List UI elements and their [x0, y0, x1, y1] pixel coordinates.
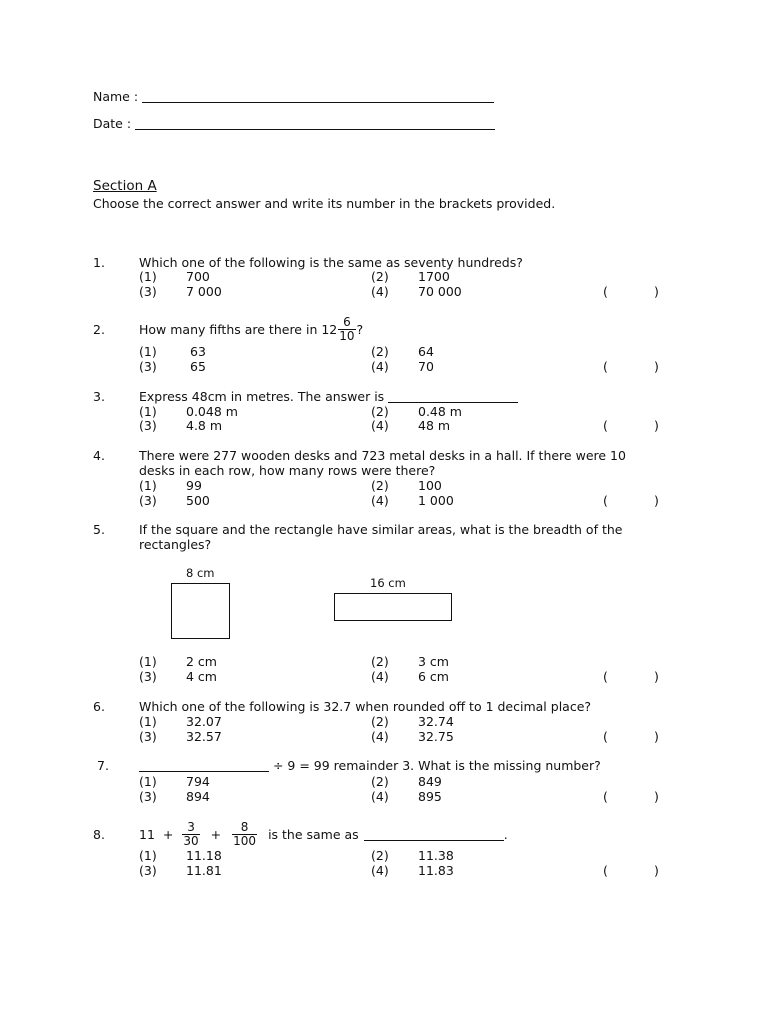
answer-bracket-open: ( — [603, 729, 608, 744]
option-value: 11.81 — [186, 863, 222, 878]
option-value: 6 cm — [418, 669, 449, 684]
option-value: 3 cm — [418, 654, 449, 669]
option-value: 500 — [186, 493, 210, 508]
answer-bracket-open: ( — [603, 359, 608, 374]
option-label: (3) — [139, 669, 157, 684]
option-label: (4) — [371, 789, 389, 804]
option-label: (1) — [139, 269, 157, 284]
answer-bracket-open: ( — [603, 493, 608, 508]
question-text-row — [139, 818, 508, 850]
option-value: 2 cm — [186, 654, 217, 669]
fraction-denominator: 30 — [183, 833, 199, 848]
option-value: 63 — [190, 344, 206, 359]
option-label: (3) — [139, 284, 157, 299]
answer-bracket-close: ) — [654, 359, 659, 374]
fraction-numerator: 6 — [343, 314, 351, 329]
option-label: (1) — [139, 774, 157, 789]
date-field[interactable] — [135, 129, 495, 130]
option-value: 7 000 — [186, 284, 222, 299]
option-label: (4) — [371, 284, 389, 299]
option-value: 4.8 m — [186, 418, 223, 433]
section-instructions: Choose the correct answer and write its number in the brackets provided. — [93, 196, 556, 211]
rectangle-length-label: 16 cm — [370, 576, 406, 590]
option-label: (2) — [371, 848, 389, 863]
option-value: 849 — [418, 774, 442, 789]
option-value: 895 — [418, 789, 442, 804]
option-value: 794 — [186, 774, 210, 789]
answer-bracket-close: ) — [654, 284, 659, 299]
question-number: 7. — [97, 758, 109, 773]
question-text: Which one of the following is the same as seventy hundreds? — [139, 255, 523, 270]
fraction-2 — [232, 821, 257, 848]
question-text-start: How many fifths are there in 12 — [139, 321, 338, 337]
question-text: Express 48cm in metres. The answer is — [139, 389, 385, 404]
date-row — [93, 116, 495, 131]
answer-bracket-close: ) — [654, 418, 659, 433]
question-text: If the square and the rectangle have similar areas, what is the breadth of the — [139, 522, 623, 537]
square-side-label: 8 cm — [186, 566, 215, 580]
question-text — [139, 314, 363, 344]
option-value: 894 — [186, 789, 210, 804]
option-label: (1) — [139, 478, 157, 493]
answer-bracket-close: ) — [654, 729, 659, 744]
option-label: (4) — [371, 493, 389, 508]
period: . — [503, 826, 508, 842]
fraction-numerator: 3 — [187, 819, 195, 834]
option-label: (1) — [139, 344, 157, 359]
option-label: (3) — [139, 418, 157, 433]
answer-bracket-open: ( — [603, 284, 608, 299]
answer-bracket-close: ) — [654, 493, 659, 508]
question-text: desks in each row, how many rows were there? — [139, 463, 436, 478]
fraction-numerator: 8 — [240, 819, 249, 834]
question-text-end: ? — [356, 321, 364, 337]
option-label: (2) — [371, 344, 389, 359]
option-value: 1 000 — [418, 493, 454, 508]
answer-blank[interactable] — [139, 771, 269, 772]
option-value: 11.38 — [418, 848, 454, 863]
option-label: (2) — [371, 654, 389, 669]
option-value: 11.18 — [186, 848, 222, 863]
question-text: is the same as — [268, 826, 359, 842]
name-label: Name : — [93, 89, 139, 104]
answer-bracket-close: ) — [654, 669, 659, 684]
rectangle-shape — [334, 593, 452, 621]
answer-blank[interactable] — [388, 402, 518, 403]
option-label: (2) — [371, 774, 389, 789]
option-label: (4) — [371, 863, 389, 878]
whole-number: 11 — [139, 826, 155, 842]
option-value: 32.74 — [418, 714, 454, 729]
plus-sign: + — [210, 826, 222, 842]
name-field[interactable] — [142, 102, 494, 103]
name-row — [93, 89, 494, 104]
option-value: 70 — [418, 359, 434, 374]
answer-bracket-close: ) — [654, 789, 659, 804]
answer-bracket-open: ( — [603, 669, 608, 684]
section-title: Section A — [93, 178, 157, 194]
option-value: 64 — [418, 344, 434, 359]
option-value: 11.83 — [418, 863, 454, 878]
option-label: (4) — [371, 359, 389, 374]
option-value: 48 m — [418, 418, 451, 433]
question-text-row — [139, 389, 518, 404]
mixed-fraction — [338, 316, 355, 343]
option-label: (1) — [139, 848, 157, 863]
question-number: 6. — [93, 699, 105, 714]
square-shape — [171, 583, 230, 639]
question-text: Which one of the following is 32.7 when rounded off to 1 decimal place? — [139, 699, 592, 714]
option-label: (4) — [371, 418, 389, 433]
option-label: (4) — [371, 729, 389, 744]
option-label: (2) — [371, 714, 389, 729]
option-value: 100 — [418, 478, 442, 493]
question-number: 4. — [93, 448, 105, 463]
question-number: 2. — [93, 322, 105, 337]
answer-bracket-open: ( — [603, 863, 608, 878]
option-value: 32.75 — [418, 729, 454, 744]
option-label: (1) — [139, 714, 157, 729]
date-label: Date : — [93, 116, 132, 131]
fraction-denominator: 10 — [339, 328, 355, 343]
question-text: There were 277 wooden desks and 723 metal desks in a hall. If there were 10 — [139, 448, 626, 463]
question-number: 3. — [93, 389, 105, 404]
option-value: 0.48 m — [418, 404, 462, 419]
question-number: 8. — [93, 827, 105, 842]
option-value: 4 cm — [186, 669, 217, 684]
question-number: 5. — [93, 522, 105, 537]
answer-bracket-open: ( — [603, 418, 608, 433]
option-label: (3) — [139, 729, 157, 744]
option-label: (1) — [139, 404, 157, 419]
question-text: ÷ 9 = 99 remainder 3. What is the missing number? — [272, 758, 601, 773]
question-number: 1. — [93, 255, 105, 270]
fraction-denominator: 100 — [233, 833, 257, 848]
option-label: (3) — [139, 789, 157, 804]
question-text: rectangles? — [139, 537, 212, 552]
option-value: 700 — [186, 269, 210, 284]
option-value: 70 000 — [418, 284, 462, 299]
plus-sign: + — [162, 826, 174, 842]
option-label: (2) — [371, 404, 389, 419]
option-label: (3) — [139, 359, 157, 374]
option-value: 0.048 m — [186, 404, 238, 419]
option-label: (1) — [139, 654, 157, 669]
option-value: 32.57 — [186, 729, 222, 744]
option-label: (4) — [371, 669, 389, 684]
answer-bracket-close: ) — [654, 863, 659, 878]
fraction-1 — [182, 821, 199, 848]
option-label: (2) — [371, 478, 389, 493]
option-label: (3) — [139, 493, 157, 508]
option-value: 1700 — [418, 269, 450, 284]
option-value: 65 — [190, 359, 206, 374]
answer-bracket-open: ( — [603, 789, 608, 804]
option-label: (2) — [371, 269, 389, 284]
option-label: (3) — [139, 863, 157, 878]
option-value: 99 — [186, 478, 202, 493]
option-value: 32.07 — [186, 714, 222, 729]
answer-blank[interactable] — [364, 827, 504, 841]
question-text-row — [139, 758, 601, 773]
